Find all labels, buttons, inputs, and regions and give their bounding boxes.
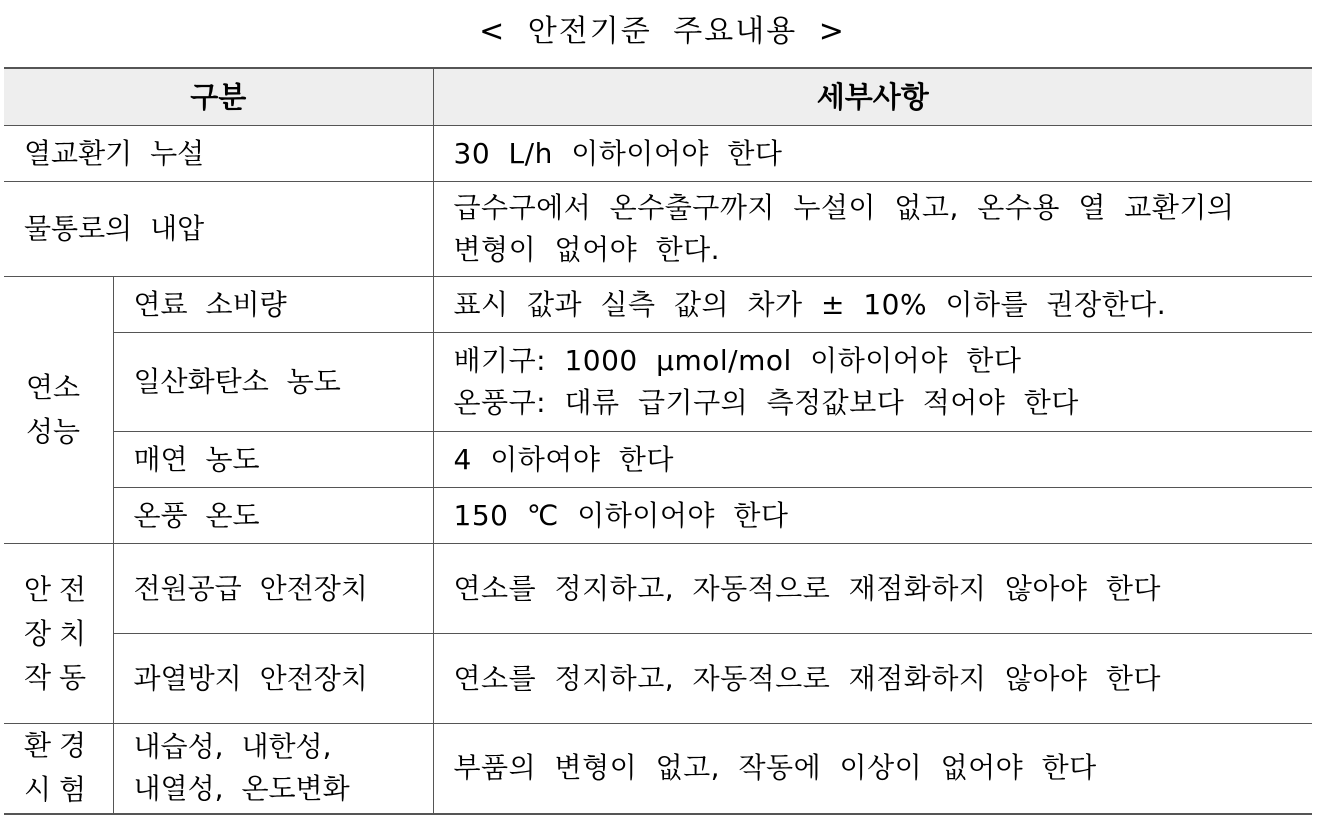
row-detail-overheat: 연소를 정지하고, 자동적으로 재점화하지 않아야 한다 xyxy=(433,634,1312,724)
row-detail-smoke: 4 이하여야 한다 xyxy=(433,432,1312,488)
row-detail-line: 변형이 없어야 한다. xyxy=(453,233,721,266)
row-detail-warm-air: 150 ℃ 이하이어야 한다 xyxy=(433,488,1312,544)
row-label-line: 내열성, 온도변화 xyxy=(133,772,350,806)
row-detail-co xyxy=(433,333,1312,432)
group-safety xyxy=(4,544,113,724)
group-label-line: 안전 xyxy=(24,572,95,606)
table-row xyxy=(4,544,1312,634)
table-row xyxy=(4,126,1312,182)
row-label-fuel: 연료 소비량 xyxy=(113,277,433,333)
page-title: < 안전기준 주요내용 > xyxy=(479,14,846,49)
table-row xyxy=(4,182,1312,277)
group-label-line: 작동 xyxy=(24,660,95,694)
row-detail-power: 연소를 정지하고, 자동적으로 재점화하지 않아야 한다 xyxy=(433,544,1312,634)
row-label-environment xyxy=(113,724,433,814)
row-label-power: 전원공급 안전장치 xyxy=(113,544,433,634)
row-detail-line: 급수구에서 온수출구까지 누설이 없고, 온수용 열 교환기의 xyxy=(453,191,1235,224)
row-label-smoke: 매연 농도 xyxy=(113,432,433,488)
group-label-line: 성능 xyxy=(26,415,81,448)
group-environment xyxy=(4,724,113,814)
row-label-water-pressure: 물통로의 내압 xyxy=(4,182,433,277)
row-label-heat-exchanger: 열교환기 누설 xyxy=(4,126,433,182)
row-detail-heat-exchanger: 30 L/h 이하이어야 한다 xyxy=(433,126,1312,182)
table-row xyxy=(4,432,1312,488)
group-label-line: 환경 xyxy=(24,729,95,763)
group-label-line: 장치 xyxy=(24,616,95,650)
table-row xyxy=(4,724,1312,814)
row-detail-line: 배기구: 1000 μmol/mol 이하이어야 한다 xyxy=(453,344,1022,377)
group-combustion xyxy=(4,277,113,544)
row-label-line: 내습성, 내한성, xyxy=(133,730,332,764)
table-row xyxy=(4,277,1312,333)
safety-standards-table xyxy=(4,67,1312,815)
row-label-warm-air: 온풍 온도 xyxy=(113,488,433,544)
row-detail-water-pressure xyxy=(433,182,1312,277)
header-details: 세부사항 xyxy=(433,68,1312,126)
group-label-line: 시험 xyxy=(24,773,95,807)
row-detail-environment: 부품의 변형이 없고, 작동에 이상이 없어야 한다 xyxy=(433,724,1312,814)
header-category: 구분 xyxy=(4,68,433,126)
table-row xyxy=(4,634,1312,724)
table-row xyxy=(4,333,1312,432)
group-label-line: 연소 xyxy=(26,371,81,404)
table-header-row xyxy=(4,68,1312,126)
table-row xyxy=(4,488,1312,544)
row-label-overheat: 과열방지 안전장치 xyxy=(113,634,433,724)
row-detail-line: 온풍구: 대류 급기구의 측정값보다 적어야 한다 xyxy=(453,386,1079,419)
row-label-co: 일산화탄소 농도 xyxy=(113,333,433,432)
row-detail-fuel: 표시 값과 실측 값의 차가 ± 10% 이하를 권장한다. xyxy=(433,277,1312,333)
